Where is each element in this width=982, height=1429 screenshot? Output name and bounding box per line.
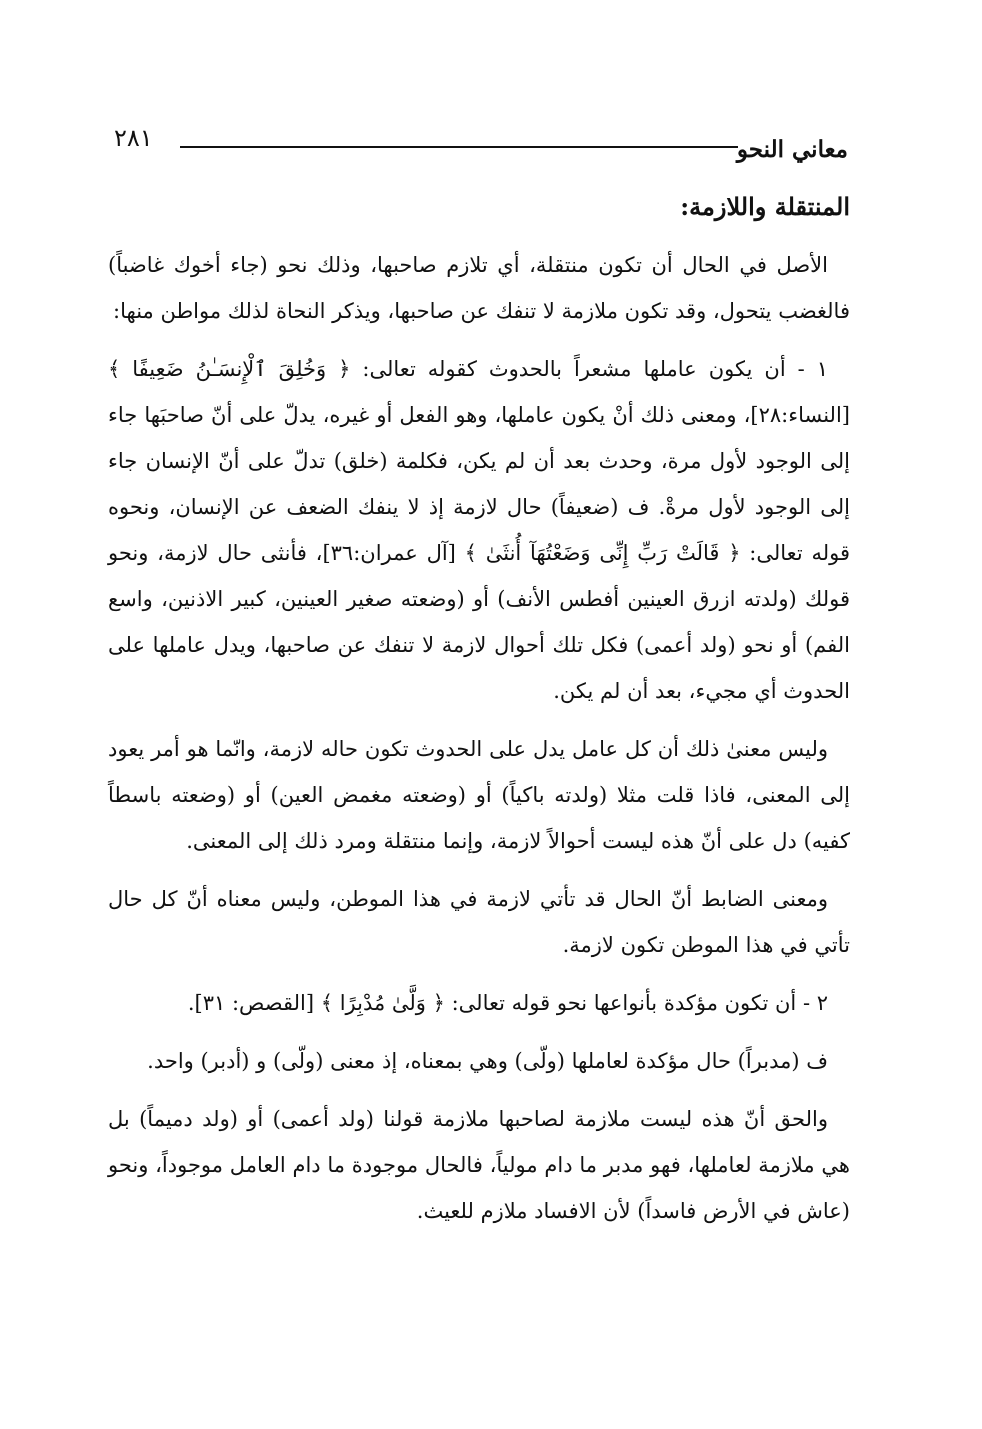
paragraph-point-2: ٢ - أن تكون مؤكدة بأنواعها نحو قوله تعالى: ﴿ وَلَّىٰ مُدْبِرًا ﴾ [القصص: ٣١].: [187, 991, 828, 1015]
paragraph-explanation: ف (مدبراً) حال مؤكدة لعاملها (ولّى) وهي بمعناه، إذ معنى (ولّى) و (أدبر) واحد.: [147, 1049, 828, 1073]
paragraph-note-meaning: وليس معنىٰ ذلك أن كل عامل يدل على الحدوث تكون حاله لازمة، وانّما هو أمر يعود إلى المعنى، فاذا قلت مثلا (ولدته باكياً) أو (وضعته مغمض العين) أو (وضعته باسطاً كفيه) دل على أنّ هذه ليست أحوالاً لازمة، وإنما منتقلة ومرد ذلك إلى المعنى.: [108, 737, 850, 853]
page-header: [100, 118, 848, 170]
paragraph-conclusion: والحق أنّ هذه ليست ملازمة لصاحبها ملازمة قولنا (ولد أعمى) أو (ولد دميماً) بل هي ملازمة لعاملها، فهو مدبر ما دام مولياً، فالحال موجودة ما دام العامل موجوداً، ونحو (عاش في الأرض فاسداً) لأن الافساد ملازم للعيث.: [108, 1107, 850, 1223]
running-title: معاني النحو: [736, 136, 848, 163]
page-body: [108, 184, 850, 1246]
section-heading: المنتقلة واللازمة:: [680, 192, 850, 221]
paragraph-point-1: ١ - أن يكون عاملها مشعراً بالحدوث كقوله تعالى: ﴿ وَخُلِقَ ٱلْإِنسَـٰنُ ضَعِيفًا ﴾ [النساء:٢٨]، ومعنى ذلك أنْ يكون عاملها، وهو الفعل أو غيره، يدلّ على أنّ صاحبَها جاء إلى الوجود لأول مرة، وحدث بعد أن لم يكن، فكلمة (خلق) تدلّ على أنّ الإنسان جاء إلى الوجود لأول مرةْ. ف (ضعيفاً) حال لازمة إذ لا ينفك الضعف عن الإنسان، ونحوه قوله تعالى: ﴿ قَالَتْ رَبِّ إِنِّى وَضَعْتُهَآ أُنثَىٰ ﴾ [آل عمران:٣٦]، فأنثى حال لازمة، ونحو قولك (ولدته ازرق العينين أفطس الأنف) أو (وضعته صغير العينين، كبير الاذنين، واسع الفم) أو نحو (ولد أعمى) فكل تلك أحوال لازمة لا تنفك عن صاحبها، ويدل عاملها على الحدوث أي مجيء، بعد أن لم يكن.: [108, 357, 850, 703]
paragraph-intro: الأصل في الحال أن تكون منتقلة، أي تلازم صاحبها، وذلك نحو (جاء أخوك غاضباً) فالغضب يتحول، وقد تكون ملازمة لا تنفك عن صاحبها، ويذكر النحاة لذلك مواطن منها:: [108, 253, 850, 323]
header-rule: [180, 146, 738, 148]
paragraph-rule: ومعنى الضابط أنّ الحال قد تأتي لازمة في هذا الموطن، وليس معناه أنّ كل حال تأتي في هذا الموطن تكون لازمة.: [108, 887, 850, 957]
page-number: ٢٨١: [114, 124, 153, 152]
